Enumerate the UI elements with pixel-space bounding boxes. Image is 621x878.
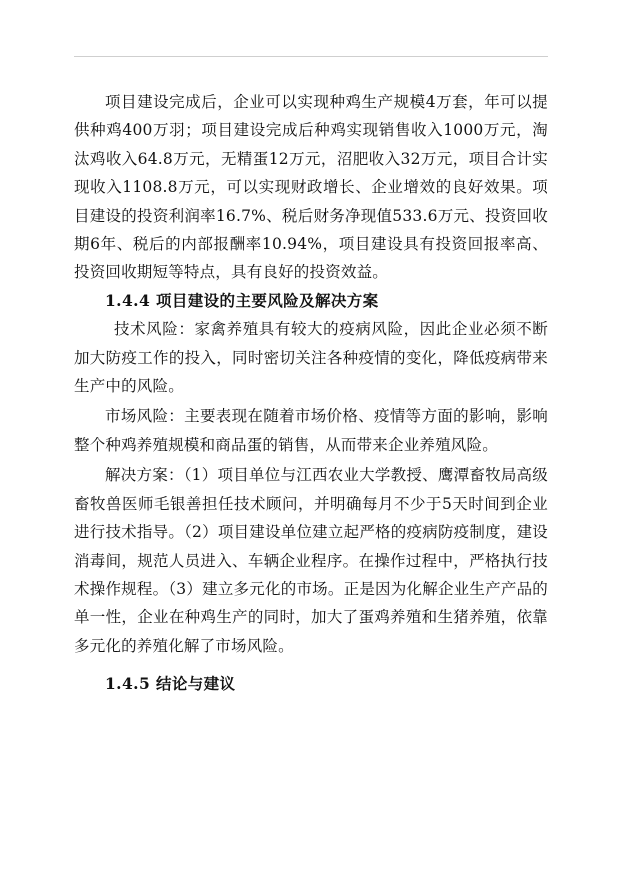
section-heading-conclusion: 1.4.5 结论与建议 (105, 674, 236, 694)
paragraph-solutions: 解决方案：（1）项目单位与江西农业大学教授、鹰潭畜牧局高级畜牧兽医师毛银善担任技术顾问，并明确每月不少于5天时间到企业进行技术指导。（2）项目建设单位建立起严格的疫病防疫制度，建设消毒间，规范人员进入、车辆企业程序。在操作过程中，严格执行技术操作规程。（3）建立多元化的市场。正是因为化解企业生产产品的单一性，企业在种鸡生产的同时，加大了蛋鸡养殖和生猪养殖，依靠多元化的养殖化解了市场风险。 (74, 466, 548, 655)
section-heading-risks: 1.4.4 项目建设的主要风险及解决方案 (105, 290, 379, 310)
paragraph-technical-risk: 技术风险：家禽养殖具有较大的疫病风险，因此企业必须不断加大防疫工作的投入，同时密切关注各种疫情的变化，降低疫病带来生产中的风险。 (74, 320, 548, 396)
document-body (74, 88, 548, 699)
header-rule (74, 56, 548, 57)
paragraph-project-benefits: 项目建设完成后，企业可以实现种鸡生产规模4万套，年可以提供种鸡400万羽；项目建设完成后种鸡实现销售收入1000万元，淘汰鸡收入64.8万元，无精蛋12万元，沼肥收入32万元，项目合计实现收入1108.8万元，可以实现财政增长、企业增效的良好效果。项目建设的投资利润率16.7%、税后财务净现值533.6万元、投资回收期6年、税后的内部报酬率10.94%，项目建设具有投资回报率高、投资回收期短等特点，具有良好的投资效益。 (74, 93, 548, 282)
paragraph-market-risk: 市场风险：主要表现在随着市场价格、疫情等方面的影响，影响整个种鸡养殖规模和商品蛋的销售，从而带来企业养殖风险。 (74, 407, 548, 454)
